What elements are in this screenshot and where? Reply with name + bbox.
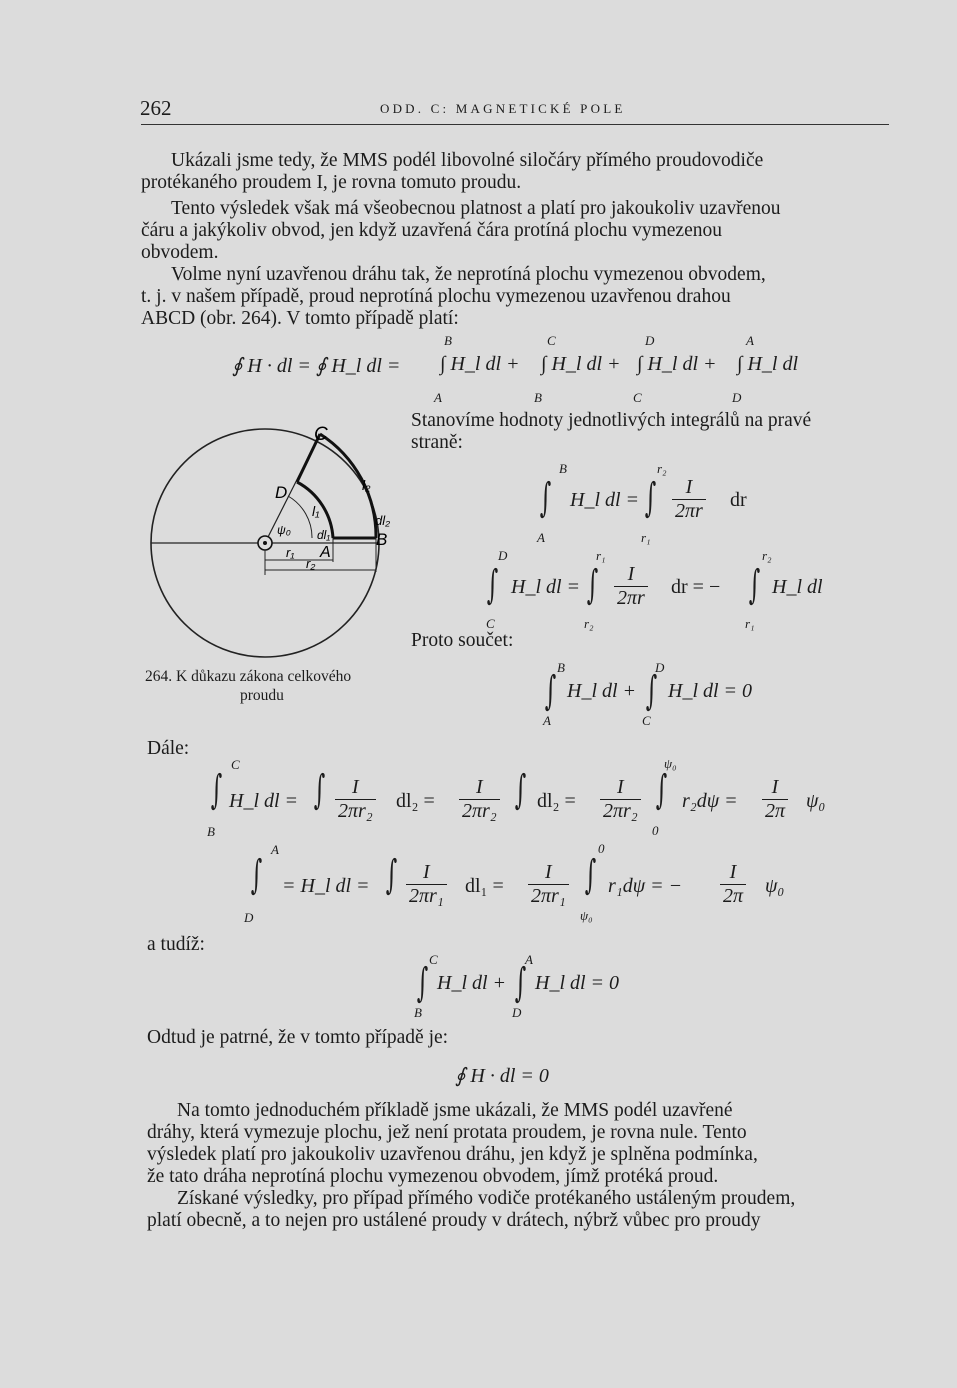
eq1-lhs: ∮ H · dl = ∮ H_l dl = <box>232 355 401 377</box>
a-tudiz-text: a tudíž: <box>147 934 205 955</box>
label-a: A <box>320 544 331 561</box>
para5-line1: Získané výsledky, pro případ přímého vodiče protékaného ustáleným proudem, <box>177 1188 796 1209</box>
conductor-dot <box>263 541 267 545</box>
eq2-upper: B <box>559 461 567 476</box>
label-b: B <box>376 530 388 549</box>
proto-text: Proto součet: <box>411 630 514 651</box>
eq6-p2: r₁dψ = − <box>608 875 683 897</box>
eq6-lhs: = H_l dl = <box>282 875 370 897</box>
eq5-p3: r₂dψ = <box>682 790 738 812</box>
eq5-upper: C <box>231 757 240 772</box>
eq2-integral-sign-2: ∫ <box>644 475 657 521</box>
eq4-lower-1: A <box>543 713 551 728</box>
eq1-lower-4: D <box>732 390 742 405</box>
eq3-num: I <box>614 563 648 587</box>
eq1-term3: ∫ H_l dl + <box>637 353 717 375</box>
eq5-den3: 2πr₂ <box>603 800 638 822</box>
eq6-den1: 2πr₁ <box>409 885 444 907</box>
eq5-u3: ψ₀ <box>664 756 677 771</box>
eq1-lower-3: C <box>633 390 642 405</box>
eq5-lower: B <box>207 824 215 839</box>
label-c: C <box>314 424 328 445</box>
eq5-frac3 <box>600 776 641 823</box>
eq7-term-2: H_l dl = 0 <box>535 972 620 994</box>
eq5-den1: 2πr₂ <box>338 800 373 822</box>
eq7-upper-1: C <box>429 952 438 967</box>
eq3-tail: H_l dl <box>772 576 823 598</box>
eq3-lower: C <box>486 616 495 631</box>
eq1-upper-3: D <box>645 333 655 348</box>
eq3-integral-sign: ∫ <box>486 562 499 608</box>
eq5-integral-4: ∫ <box>655 767 668 813</box>
eq2-fraction <box>672 476 706 523</box>
para4-line3: výsledek platí pro jakoukoliv uzavřenou dráhu, jen když je splněna podmínka, <box>147 1144 758 1165</box>
eq5-integral-2: ∫ <box>313 767 326 813</box>
eq2-lhs: H_l dl = <box>570 489 640 511</box>
eq6-num2: I <box>528 861 569 885</box>
eq5-integral-3: ∫ <box>514 767 527 813</box>
eq5-p1: dl₂ = <box>396 790 435 812</box>
eq2-num: I <box>672 476 706 500</box>
eq4-upper-2: D <box>655 660 665 675</box>
eq5-tail: ψ₀ <box>806 790 826 812</box>
eq6-frac3 <box>720 861 746 908</box>
eq5-frac1 <box>335 776 376 823</box>
eq6-upper: A <box>271 842 279 857</box>
para4-line4: že tato dráha neprotíná plochu vymezenou obvodem, jímž protéká proud. <box>147 1166 719 1187</box>
eq3-integral-sign-3: ∫ <box>748 562 761 608</box>
eq3-r-lower: r₂ <box>584 616 594 631</box>
label-l1: l₁ <box>312 503 320 519</box>
header-rule <box>141 124 889 125</box>
eq3-r3-lower: r₁ <box>745 616 755 631</box>
eq5-num1: I <box>335 776 376 800</box>
eq4-integral-2: ∫ <box>645 668 658 714</box>
right-text-line2: straně: <box>411 432 463 453</box>
eq3-den: 2πr <box>617 587 645 609</box>
para1-line1: Ukázali jsme tedy, že MMS podél libovolné siločáry přímého proudovodiče <box>171 150 764 171</box>
eq5-p2: dl₂ = <box>537 790 576 812</box>
eq6-integral-1: ∫ <box>250 852 263 898</box>
eq5-den2: 2πr₂ <box>462 800 497 822</box>
eq6-num1: I <box>406 861 447 885</box>
eq6-integral-3: ∫ <box>584 852 597 898</box>
eq1-upper-4: A <box>746 333 754 348</box>
odtud-text: Odtud je patrné, že v tomto případě je: <box>147 1027 449 1048</box>
eq5-num4: I <box>762 776 788 800</box>
para2-line1: Tento výsledek však má všeobecnou platnost a platí pro jakoukoliv uzavřenou <box>171 198 781 219</box>
eq4-term-1: H_l dl + <box>567 680 637 702</box>
eq6-frac1 <box>406 861 447 908</box>
eq5-frac4 <box>762 776 788 823</box>
running-title: ODD. C: MAGNETICKÉ POLE <box>380 101 626 116</box>
eq2-integral-sign: ∫ <box>539 475 552 521</box>
eq8: ∮ H · dl = 0 <box>455 1065 549 1087</box>
para3-line2: t. j. v našem případě, proud neprotíná plochu vymezenou uzavřenou drahou <box>141 286 731 307</box>
eq6-lower: D <box>244 910 254 925</box>
figure-caption-line2: proudu <box>240 687 284 704</box>
eq3-mid: dr = − <box>671 576 721 598</box>
eq5-l3: 0 <box>652 823 659 838</box>
psi-arc <box>288 496 312 538</box>
eq7-lower-1: B <box>414 1005 422 1020</box>
eq4-lower-2: C <box>642 713 651 728</box>
eq5-den4: 2π <box>765 800 786 822</box>
eq1-upper-2: C <box>547 333 556 348</box>
eq7-integral-1: ∫ <box>416 960 429 1006</box>
para2-line3: obvodem. <box>141 242 219 263</box>
label-r2: r₂ <box>306 556 316 571</box>
eq2-r-upper: r₂ <box>657 461 667 476</box>
eq7-lower-2: D <box>512 1005 522 1020</box>
eq3-lhs: H_l dl = <box>511 576 581 598</box>
page-number: 262 <box>140 96 172 120</box>
eq6-l2: ψ₀ <box>580 908 593 923</box>
label-r1: r₁ <box>286 545 295 560</box>
eq1-lower-1: A <box>434 390 442 405</box>
eq3-r3-upper: r₂ <box>762 548 772 563</box>
dale-text: Dále: <box>147 738 190 759</box>
figure-264 <box>140 410 405 660</box>
para4-line2: dráhy, která vymezuje plochu, jež není protata proudem, je rovna nule. Tento <box>147 1122 747 1143</box>
eq2-tail: dr <box>730 489 747 511</box>
para4-line1: Na tomto jednoduchém příkladě jsme ukázali, že MMS podél uzavřené <box>177 1100 733 1121</box>
eq1-upper-1: B <box>444 333 452 348</box>
eq3-upper: D <box>498 548 508 563</box>
eq3-integral-sign-2: ∫ <box>586 562 599 608</box>
para3-line1: Volme nyní uzavřenou dráhu tak, že neprotíná plochu vymezenou obvodem, <box>171 264 766 285</box>
label-l2: l₂ <box>362 477 371 493</box>
eq6-den2: 2πr₁ <box>531 885 566 907</box>
figure-caption-line1: 264. K důkazu zákona celkového <box>145 668 352 685</box>
right-text-line1: Stanovíme hodnoty jednotlivých integrálů na pravé <box>411 410 812 431</box>
label-psi0: ψ₀ <box>277 523 291 537</box>
eq3-r-upper: r₁ <box>596 548 606 563</box>
eq6-num3: I <box>720 861 746 885</box>
eq1-term2: ∫ H_l dl + <box>541 353 621 375</box>
eq5-lhs: H_l dl = <box>229 790 299 812</box>
eq2-r-lower: r₁ <box>641 530 651 545</box>
para3-line3: ABCD (obr. 264). V tomto případě platí: <box>141 308 459 329</box>
eq6-frac2 <box>528 861 569 908</box>
eq2-den: 2πr <box>675 500 703 522</box>
eq1-term4: ∫ H_l dl <box>737 353 799 375</box>
eq1-term1: ∫ H_l dl + <box>440 353 520 375</box>
para1-line2: protékaného proudem I, je rovna tomuto proudu. <box>141 172 522 193</box>
eq3-fraction <box>614 563 648 610</box>
label-dl1: dl₁ <box>317 528 331 542</box>
eq2-lower: A <box>537 530 545 545</box>
para5-line2: platí obecně, a to nejen pro ustálené proudy v drátech, nýbrž vůbec pro proudy <box>147 1210 761 1231</box>
eq6-den3: 2π <box>723 885 744 907</box>
eq5-num3: I <box>600 776 641 800</box>
eq6-integral-2: ∫ <box>385 852 398 898</box>
eq1-lower-2: B <box>534 390 542 405</box>
eq6-u2: 0 <box>598 841 605 856</box>
para2-line2: čáru a jakýkoliv obvod, jen když uzavřená čára protíná plochu vymezenou <box>141 220 722 241</box>
label-d: D <box>275 483 288 502</box>
eq5-integral-1: ∫ <box>210 767 223 813</box>
eq5-frac2 <box>459 776 500 823</box>
eq6-tail: ψ₀ <box>765 875 785 897</box>
eq4-upper-1: B <box>557 660 565 675</box>
eq4-term-2: H_l dl = 0 <box>668 680 753 702</box>
label-dl2: dl₂ <box>375 513 391 528</box>
eq7-term-1: H_l dl + <box>437 972 507 994</box>
eq4-integral-1: ∫ <box>544 668 557 714</box>
eq5-num2: I <box>459 776 500 800</box>
eq6-p1: dl₁ = <box>465 875 504 897</box>
eq7-upper-2: A <box>525 952 533 967</box>
eq7-integral-2: ∫ <box>514 960 527 1006</box>
